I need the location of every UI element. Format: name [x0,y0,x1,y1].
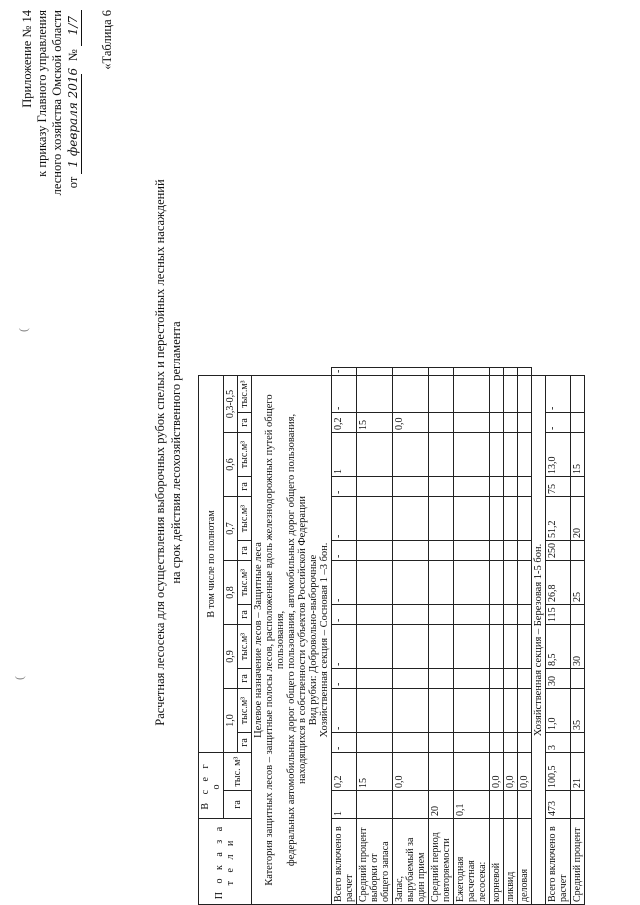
header-by-density: В том числе по полнотам [199,376,224,753]
table-cell [490,791,504,819]
table-cell [454,497,490,541]
table-row [518,367,532,904]
table-cell: 20 [571,497,585,541]
header-ha: га [238,541,252,561]
table-cell [571,669,585,689]
table-cell [490,625,504,669]
scan-mark-right: ( [16,328,30,332]
table-cell [454,477,490,497]
table-cell [454,605,490,625]
table-cell [518,367,532,375]
table-cell: - [332,541,357,561]
table-cell [357,561,393,605]
table-cell [571,477,585,497]
header-m3: тыс.м³ [238,497,252,541]
table-cell [429,433,454,477]
table-cell [393,561,429,605]
table-cell: 250 [546,541,571,561]
table-cell [429,541,454,561]
table-cell [454,413,490,433]
header-density-4: 0,7 [224,497,238,561]
table-cell: 100,5 [546,753,571,791]
table-cell [454,376,490,413]
row-label: ликвид [504,819,518,905]
intro-cut-type: Вид рубки: Добровольно-выборочные [308,554,319,726]
table-cell [504,376,518,413]
header-order-line: к приказу Главного управления [35,10,49,177]
header-density-1: 1,0 [224,689,238,753]
intro-category-line-3: находящихся в собственности субъектов Российской Федерации [297,496,308,784]
table-cell [504,413,518,433]
intro-section-1: Хозяйственная секция – Сосновая 1 –3 бон. [319,542,330,738]
handwritten-number: 1/7 [66,10,82,46]
row-label: Средний процент [571,819,585,905]
table-cell [454,433,490,477]
table-cell [490,367,504,375]
table-cell [490,433,504,477]
table-cell [454,541,490,561]
table-cell [357,433,393,477]
table-cell [518,791,532,819]
table-cell [357,605,393,625]
table-cell: 35 [571,689,585,733]
table-cell [518,625,532,669]
table-cell [504,477,518,497]
table-cell [393,497,429,541]
table-cell [393,689,429,733]
table-cell [518,376,532,413]
table-cell: 15 [357,413,393,433]
table-cell [490,541,504,561]
table-cell [429,367,454,375]
table-cell: 0,0 [504,753,518,791]
table-cell [393,625,429,669]
scan-mark-left: ( [12,676,26,680]
table-cell [429,376,454,413]
table-cell [429,497,454,541]
header-ha: га [238,477,252,497]
table-cell: - [332,561,357,605]
table-cell [518,561,532,605]
table-cell [504,605,518,625]
table-cell [518,605,532,625]
table-row [332,367,357,904]
table-cell [357,625,393,669]
table-cell [357,477,393,497]
table-cell [393,541,429,561]
header-m3: тыс.м³ [238,689,252,733]
table-cell [357,497,393,541]
table-cell [357,376,393,413]
number-prefix: № [66,49,80,62]
header-m3: тыс.м³ [238,376,252,413]
table-cell: - [332,733,357,753]
table-cell: - [332,477,357,497]
table-cell [454,367,490,375]
table-row [490,367,504,904]
table-cell [490,669,504,689]
header-density-6: 0,3-0,5 [224,376,238,433]
table-cell [518,733,532,753]
table-cell: 20 [429,791,454,819]
table-cell: 1 [332,433,357,477]
table-cell [429,605,454,625]
header-ha: га [238,669,252,689]
table-cell [393,477,429,497]
table-cell: - [332,669,357,689]
table-cell [504,669,518,689]
table-cell: - [332,689,357,733]
table-cell: 0,0 [490,753,504,791]
row-label: Всего включено в расчет [332,819,357,905]
table-cell [504,625,518,669]
table-cell [490,497,504,541]
handwritten-date: 1 февраля 2016 [66,74,82,174]
header-authority-line: лесного хозяйства Омской области [50,10,64,196]
row-label: деловая [518,819,532,905]
table-cell [429,669,454,689]
header-indicators: П о к а з а т е л и [199,819,252,905]
intro-category-line-2: федеральных автомобильных дорог общего пользования, автомобильных дорог общего пользования, [286,413,297,867]
intro-category-line-1: Категория защитных лесов – защитные полосы лесов, расположенные вдоль железнодорожных путей общего пользования, [264,394,286,886]
table-cell [504,541,518,561]
table-row [571,367,585,904]
header-density-2: 0,9 [224,625,238,689]
table-cell [429,413,454,433]
table-cell: 1,0 [546,689,571,733]
table-cell: - [332,625,357,669]
table-cell: 0,0 [393,753,429,791]
table-cell: 0,0 [393,413,429,433]
table-cell: 15 [357,753,393,791]
row-label: Ежегодная расчетная лесосека: [454,819,490,905]
table-cell: 51,2 [546,497,571,541]
header-density-5: 0,6 [224,433,238,497]
table-cell: 0,1 [454,791,490,819]
date-prefix: от [66,176,80,189]
row-label: Запас, вырубаемый за один прием [393,819,429,905]
header-ha: га [238,605,252,625]
header-m3: тыс.м³ [238,561,252,605]
table-cell [571,605,585,625]
section-2-title: Хозяйственная секция – Березовая 1-5 бон. [532,376,546,905]
table-row [429,367,454,904]
table-row [504,367,518,904]
table-cell [429,689,454,733]
table-cell: 0,0 [518,753,532,791]
table-cell [571,376,585,413]
table-cell: 0,2 [332,753,357,791]
table-cell: - [332,497,357,541]
table-cell [518,541,532,561]
table-cell: 13,0 [546,433,571,477]
table-cell [393,605,429,625]
table-row [393,367,429,904]
intro-block [252,376,332,905]
header-ha: га [238,733,252,753]
header-date-number-line [66,10,82,188]
table-cell [518,669,532,689]
table-label: «Таблица 6 [100,10,114,70]
table-cell: 26,8 [546,561,571,605]
table-cell [357,689,393,733]
table-cell: 8,5 [546,625,571,669]
header-ha: га [238,413,252,433]
table-cell [490,413,504,433]
table-cell [490,477,504,497]
table-cell [454,561,490,605]
table-cell [571,733,585,753]
table-cell [504,689,518,733]
table-cell [504,433,518,477]
table-cell [518,477,532,497]
table-cell [454,689,490,733]
document-title-line-2: на срок действия лесохозяйственного регламента [169,321,183,584]
table-cell: - [332,367,357,375]
table-cell [393,669,429,689]
intro-purpose: Целевое назначение лесов – Защитные леса [253,542,264,738]
table-cell: 30 [571,625,585,669]
table-cell [518,497,532,541]
table-cell [393,376,429,413]
table-cell: 25 [571,561,585,605]
table-cell [504,561,518,605]
table-cell [357,367,393,375]
table-cell [490,733,504,753]
table-cell [504,791,518,819]
table-cell [518,433,532,477]
table-cell [490,605,504,625]
lesoseka-table [198,367,585,905]
table-cell [518,689,532,733]
table-cell: - [546,376,571,413]
table-row [454,367,490,904]
table-cell [357,733,393,753]
table-cell [393,733,429,753]
table-cell [429,753,454,791]
table-cell [504,733,518,753]
table-cell: 0,2 [332,413,357,433]
row-label: корневой [490,819,504,905]
table-cell [454,669,490,689]
table-cell [393,791,429,819]
table-row [357,367,393,904]
table-cell [571,541,585,561]
table-cell: 1 [332,791,357,819]
table-cell: 15 [571,433,585,477]
table-cell: - [332,605,357,625]
row-label: Всего включено в расчет [546,819,571,905]
table-cell: - [332,376,357,413]
table-cell [357,791,393,819]
table-cell [518,413,532,433]
table-cell [490,689,504,733]
header-total-ha: га [224,791,252,819]
table-cell [490,561,504,605]
header-total-m3: тыс. м³ [224,753,252,791]
header-m3: тыс.м³ [238,433,252,477]
table-cell [393,367,429,375]
table-cell [571,791,585,819]
table-cell [490,376,504,413]
table-cell: 30 [546,669,571,689]
table-cell: - [546,413,571,433]
table-cell [504,367,518,375]
row-label: Средний период повторяемости [429,819,454,905]
table-cell [454,753,490,791]
table-cell [357,669,393,689]
table-cell [454,625,490,669]
row-label: Средний процент выборки от общего запаса [357,819,393,905]
table-cell [454,733,490,753]
table-cell [357,541,393,561]
table-cell [571,413,585,433]
header-density-3: 0,8 [224,561,238,625]
table-cell [393,433,429,477]
table-cell [429,477,454,497]
table-cell [429,625,454,669]
table-cell: 115 [546,605,571,625]
table-cell: 75 [546,477,571,497]
table-cell: 473 [546,791,571,819]
table-cell: 21 [571,753,585,791]
table-row [546,367,571,904]
header-appendix: Приложение № 14 [20,10,34,108]
header-m3: тыс.м³ [238,625,252,669]
table-cell [429,733,454,753]
document-title-line-1: Расчетная лесосека для осуществления выборочных рубок спелых и перестойных лесных насаждений [153,179,167,726]
table-cell [429,561,454,605]
table-cell [504,497,518,541]
header-total: В с е г о [199,753,224,819]
table-cell: 3 [546,733,571,753]
